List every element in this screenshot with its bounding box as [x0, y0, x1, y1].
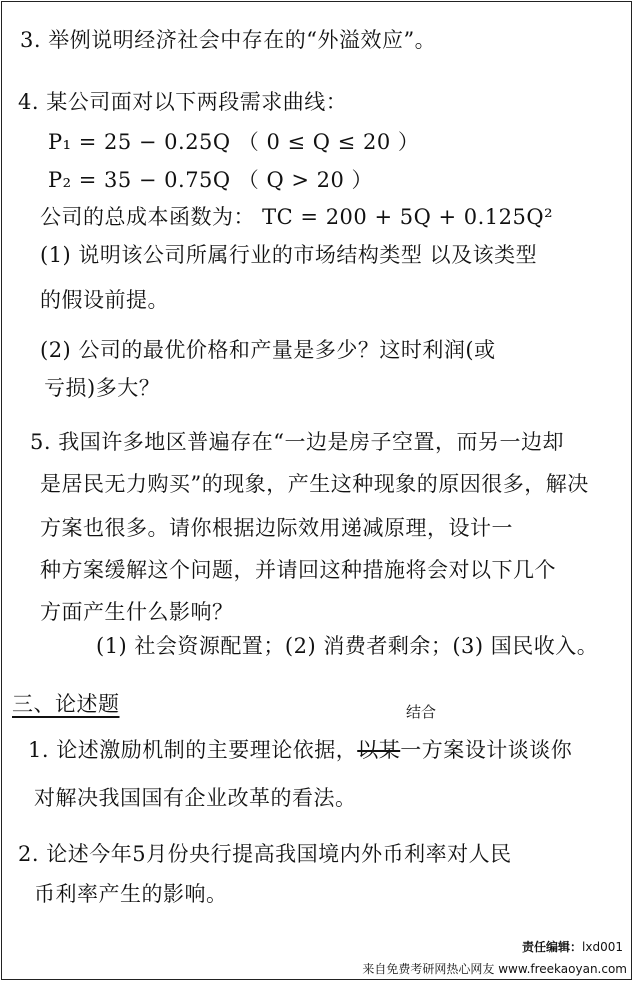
- question-5-line-6: (1) 社会资源配置；(2) 消费者剩余；(3) 国民收入。: [96, 634, 599, 658]
- question-5-line-2: 是居民无力购买”的现象，产生这种现象的原因很多，解决: [40, 472, 589, 496]
- footer-editor-value: lxd001: [582, 940, 623, 954]
- question-4-part-2-line-2: 亏损)多大？: [44, 376, 161, 400]
- essay-1-annotation: 结合: [406, 703, 437, 721]
- question-3: 3. 举例说明经济社会中存在的“外溢效应”。: [20, 28, 437, 52]
- question-4-intro: 4. 某公司面对以下两段需求曲线：: [18, 90, 348, 114]
- question-5-line-4: 种方案缓解这个问题，并请回这种措施将会对以下几个: [40, 558, 556, 582]
- footer-editor: [522, 938, 623, 955]
- footer-editor-label: 责任编辑：: [522, 940, 583, 954]
- question-4-total-cost: 公司的总成本函数为： TC = 200 + 5Q + 0.125Q²: [40, 205, 554, 229]
- essay-1-line-2: 对解决我国国有企业改革的看法。: [34, 786, 357, 810]
- essay-1-line-1-start: 1. 论述激励机制的主要理论依据，: [28, 738, 358, 762]
- question-4-part-1-line-2: 的假设前提。: [40, 288, 169, 312]
- essay-1-line-1-end: 一方案设计谈谈你: [400, 738, 573, 762]
- question-4-part-2-line-1: (2) 公司的最优价格和产量是多少？这时利润(或: [40, 338, 496, 362]
- section-3-heading: 三、论述题: [12, 692, 120, 716]
- question-4-part-1-line-1: (1) 说明该公司所属行业的市场结构类型 以及该类型: [40, 243, 538, 267]
- essay-2-line-1: 2. 论述今年5月份央行提高我国境内外币利率对人民: [18, 842, 512, 866]
- question-4-demand-p1: P₁ = 25 − 0.25Q （ 0 ≤ Q ≤ 20 ）: [48, 130, 420, 154]
- essay-1-line-1: [28, 738, 572, 762]
- question-5-line-1: 5. 我国许多地区普遍存在“一边是房子空置，而另一边却: [30, 430, 564, 454]
- essay-2-line-2: 币利率产生的影响。: [34, 882, 228, 906]
- question-4-demand-p2: P₂ = 35 − 0.75Q （ Q > 20 ）: [48, 168, 374, 192]
- footer-source: 来自免费考研网热心网友 www.freekaoyan.com: [362, 962, 627, 976]
- question-5-line-5: 方面产生什么影响？: [40, 600, 234, 624]
- question-5-line-3: 方案也很多。请你根据边际效用递减原理，设计一: [40, 516, 513, 540]
- essay-1-struck-text: 以某: [357, 738, 401, 762]
